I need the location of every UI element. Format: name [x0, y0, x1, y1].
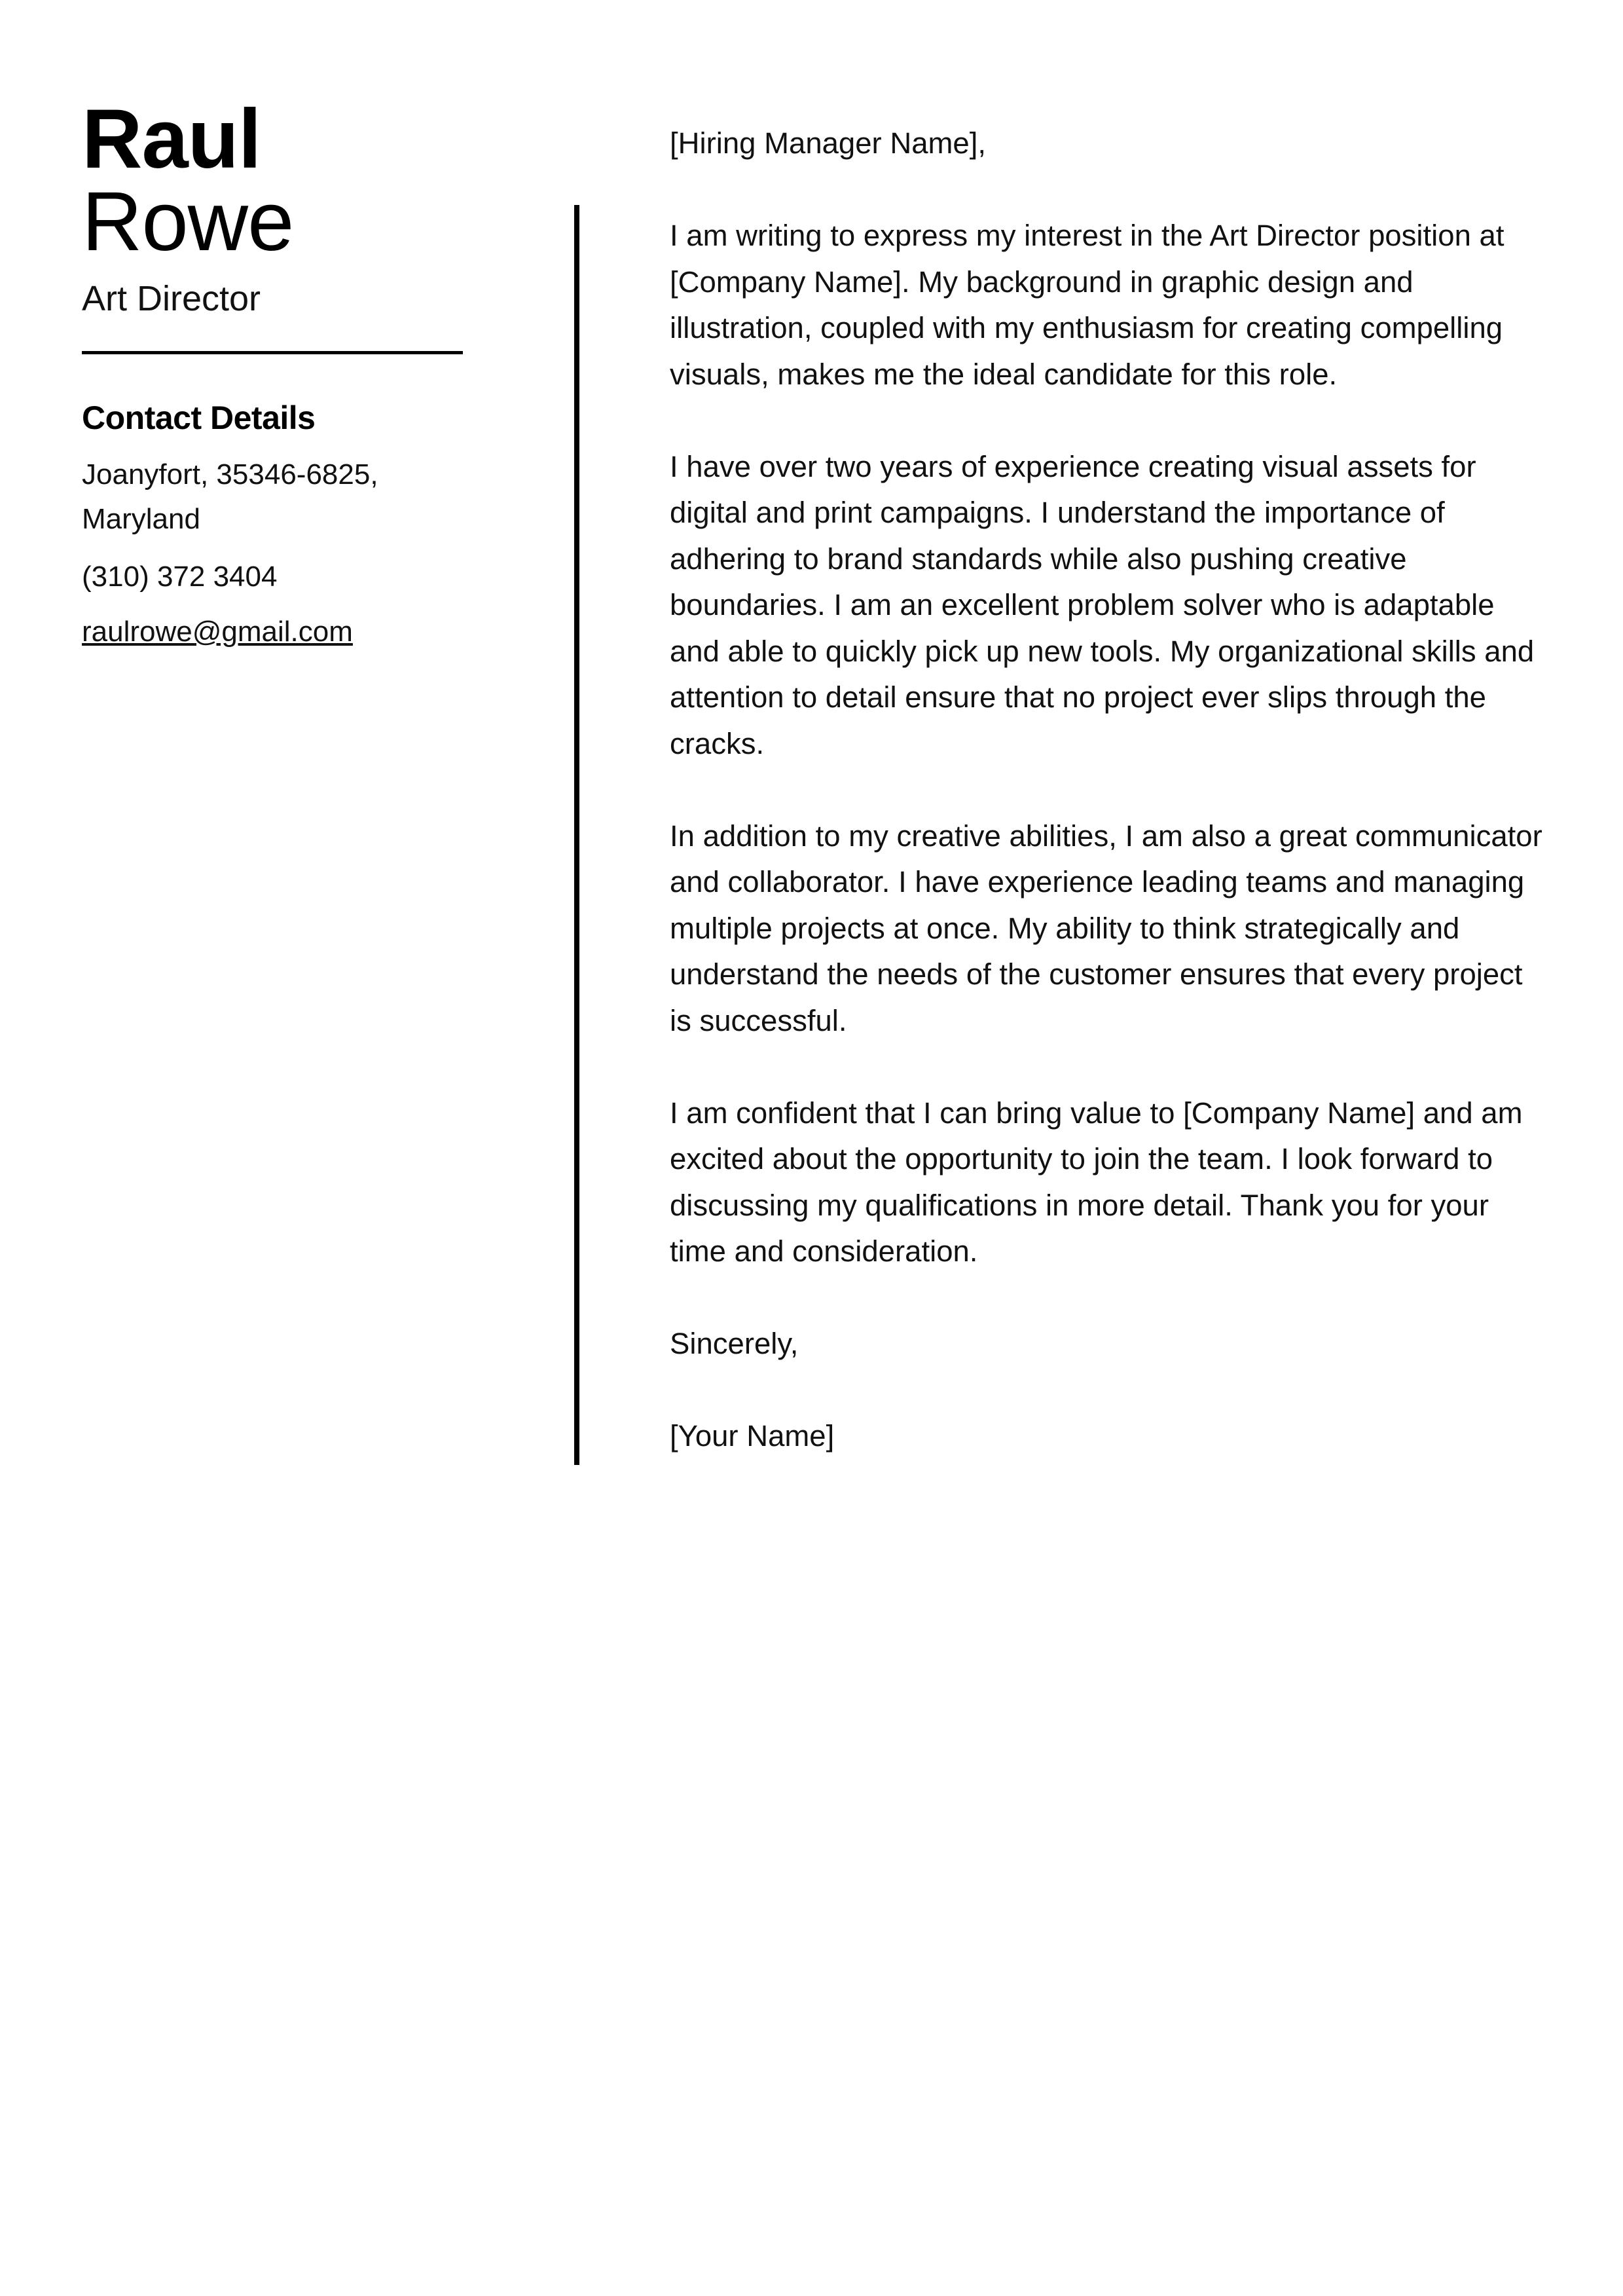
contact-email-link[interactable]: raulrowe@gmail.com	[82, 616, 353, 648]
letter-paragraph: I am confident that I can bring value to [Company Name] and am excited about the opportunity to join the team. I look forward to discussing my qualifications in more detail. Thank you for your time and consideration.	[670, 1096, 1523, 1268]
signature: [Your Name]	[670, 1419, 835, 1453]
letter-paragraph: In addition to my creative abilities, I am also a great communicator and collaborator. I have experience leading teams and managing multiple projects at once. My ability to think strategically and understand the needs of the customer ensures that every project is successful.	[670, 819, 1542, 1037]
contact-address: Joanyfort, 35346-6825, Maryland	[82, 458, 378, 535]
job-title: Art Director	[82, 279, 261, 318]
sidebar-divider	[82, 351, 463, 354]
sidebar	[82, 92, 468, 654]
letter-paragraph: I am writing to express my interest in the Art Director position at [Company Name]. My background in graphic design and illustration, coupled with my enthusiasm for creating compelling visuals, makes me the ideal candidate for this role.	[670, 219, 1504, 391]
last-name: Rowe	[82, 175, 294, 268]
contact-phone: (310) 372 3404	[82, 561, 278, 593]
vertical-divider	[574, 205, 579, 1465]
contact-heading: Contact Details	[82, 399, 316, 436]
salutation: [Hiring Manager Name],	[670, 126, 986, 160]
letter-body	[670, 120, 1547, 1460]
letter-paragraph: I have over two years of experience creating visual assets for digital and print campaigns. I understand the importance of adhering to brand standards while also pushing creative boundaries. I am an excellent problem solver who is adaptable and able to quickly pick up new tools. My organizational skills and attention to detail ensure that no project ever slips through the cracks.	[670, 449, 1535, 760]
first-name: Raul	[82, 92, 261, 186]
closing: Sincerely,	[670, 1327, 799, 1360]
